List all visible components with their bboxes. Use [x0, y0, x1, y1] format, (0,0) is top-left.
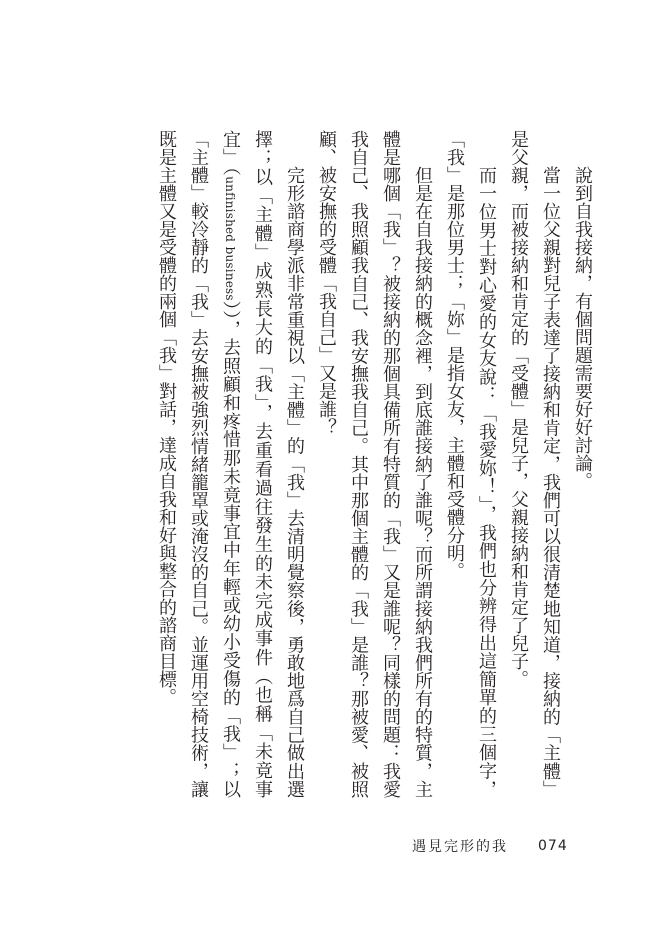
text-segment: 宜」（ — [220, 130, 241, 177]
text-column: 顧、被安撫的受體「我自己」又是誰？ — [316, 130, 337, 436]
english-term: unfinished business — [223, 176, 237, 301]
text-column: 當一位父親對兒子表達了接納和肯定，我們可以很清楚地知道，接納的「主體」 — [540, 166, 561, 798]
text-column: 完形諮商學派非常重視以「主體」的「我」去清明覺察後，勇敢地爲自己做出選 — [284, 166, 305, 798]
text-column-mixed — [214, 130, 246, 798]
page-footer — [412, 834, 568, 858]
text-column: 既是主體又是受體的兩個「我」對話，達成自我和好與整合的諮商目標。 — [156, 130, 177, 706]
text-column: 擇；以「主體」成熟長大的「我」，去重看過往發生的未完成事件（也稱「未竟事 — [252, 130, 273, 798]
book-title: 遇見完形的我 — [412, 839, 508, 855]
body-text — [150, 130, 598, 800]
text-column: 而一位男士對心愛的女友說：「我愛妳！」，我們也分辨得出這簡單的三個字， — [476, 166, 497, 798]
text-column: 是父親，而被接納和肯定的「受體」是兒子，父親接納和肯定了兒子。 — [508, 130, 529, 688]
text-column: 「我」是那位男士；「妳」是指女友，主體和受體分明。 — [444, 130, 465, 580]
text-column: 我自己、我照顧我自己、我安撫我自己。其中那個主體的「我」是誰？那被愛、被照 — [348, 130, 369, 798]
text-column: 說到自我接納，有個問題需要好好討論。 — [572, 166, 593, 490]
text-column: 體是哪個「我」？被接納的那個具備所有特質的「我」又是誰呢？同樣的問題：我愛 — [380, 130, 401, 798]
page-number: 074 — [538, 838, 568, 854]
text-column: 但是在自我接納的概念裡，到底誰接納了誰呢？而所謂接納我們所有的特質，主 — [412, 166, 433, 798]
text-segment: ）），去照顧和疼惜那未竟事宜中年輕或幼小受傷的「我」；以 — [220, 300, 241, 798]
text-column: 「主體」較冷靜的「我」去安撫被強烈情緒籠罩或淹沒的自己。並運用空椅技術，讓 — [188, 130, 209, 798]
